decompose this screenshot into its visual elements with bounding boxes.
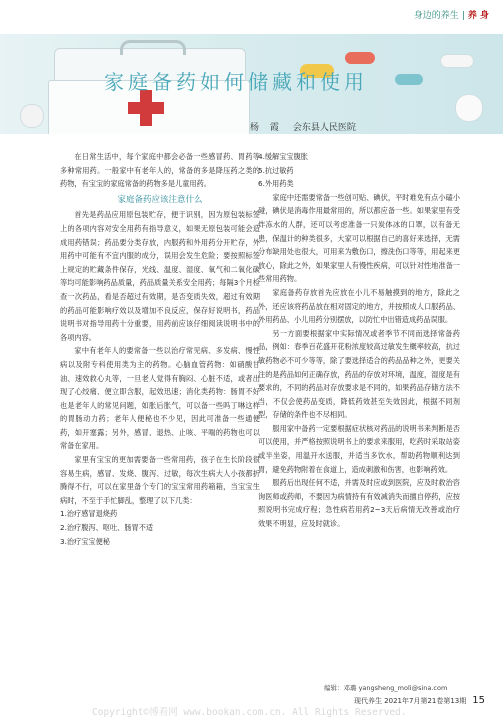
list-item: 4.缓解宝宝腹胀	[258, 152, 308, 161]
paragraph: 家中有老年人的要常备一些以治疗常见病、多发病、慢性病以及附专科使用类为主的药物。心脑血管药物：如硝酸甘油、速效救心丸等，一旦老人觉得有胸闷、心脏不适，或者出现了心绞痛、便立即含服，起效迅速；消化类药物：肠胃不好也是老年人的常见问题，如胀后胀气，可以备一些吗丁啉这样的胃肠动力药；老年人便秘也不少见，因此可准备一些通便药，如开塞露；另外，感冒、退热、止咳、平喘的药物也可以常备在家用。	[60, 346, 260, 451]
journal-issue: 现代养生 2021年7月第21卷第13期	[353, 697, 467, 705]
pill-icon	[20, 104, 44, 128]
red-cross-icon	[128, 90, 164, 126]
paragraph: 家庭中还需要常备一些创可贴、碘伏，平时难免有点小磕小碰，碘伏是消毒作用最常用的，所以都应备一些。如果家里有受炸冻水的人群，还可以考虑准备一只炭体冰的口罩，以有备无患，保温计的种类很多，大家可以根据自己的喜好来选择，无需分布缺用处也很大，可用来为敷伤口，擦洗伤口等等，用起来更放心，除此之外，如果家里人有慢性疾病，可以针对性地准备一些常用药物。	[258, 192, 460, 284]
first-aid-box-handle	[120, 40, 186, 55]
paragraph: 服用家中备药一定要根据症状核对药品的说明书来判断是否可以使用，并严格按照说明书上的要求来服用，吃药时采取站姿或半坐姿，用温开水送服，并适当多饮水，帮助药物顺利达到胃，避免药物附着在食道上，造成刺激和伤害，也影响药效。	[258, 423, 460, 474]
page-header	[0, 0, 503, 34]
page-number: 15	[472, 695, 485, 706]
paragraph: 首先是药品应用原包装贮存，便于识别，因为原包装标签上的各项内容对安全用药有指导意义，如果无原包装可能会造成用药错误；药品要分类存放，内服药和外用药分开贮存，外用药中可能有不宜内服的成分，误用会发生危险；要按照标签上规定的贮藏条件保存，光线、温度、湿度、氧气和二氧化碳等均可能影响药品质量，药品质量关系安全用药；每隔3个月检查一次药品，看是否超过有效期，是否变质失效，超过有效期的药品可能影响疗效以及增加不良反应，保存好说明书，药品说明书对指导用药十分重要，用药前应该仔细阅读说明书中的各项内容。	[60, 210, 260, 342]
list-item: 6.外用药类	[258, 179, 294, 189]
pill-icon	[455, 94, 483, 122]
article-column-left	[60, 150, 260, 548]
paragraph: 家庭备药存放首先应放在小儿不易触摸到的地方，除此之外，还应该将药品放在相对固定的地方，并按照成人口服药品、外用药品、小儿用药分别摆放，以防忙中出错造成药品误服。	[258, 287, 460, 325]
author-name: 杨 霞	[250, 123, 283, 133]
pill-icon	[395, 74, 423, 85]
column-label: 身边的养生	[413, 11, 459, 21]
list-item: 1.治疗感冒退烧药	[60, 509, 118, 519]
section-heading: 家庭备药应该注意什么	[117, 194, 203, 205]
article-column-right	[258, 150, 460, 531]
paragraph: 另一方面要根据家中实际情况或者季节不同而选择常备药品，例如：春季百花盛开花粉浓度较高过敏发生概率较高，抗过敏药物必不可少等等，除了要选择适合的药品品种之外，更要关注的是药品如何正确存放，药品的存放对环境，温度，湿度是有要求的，不同的药品对存放要求是不同的，如果药品存储方法不当，不仅会使药品变质，降低药效甚至失效因此，根据不同剂型，存储的条件也不尽相同。	[258, 328, 460, 420]
byline	[250, 120, 356, 133]
list-item: 2.治疗腹泻、呕吐、肠胃不适	[60, 523, 154, 533]
list-item: 5.抗过敏药	[258, 165, 294, 175]
paragraph: 在日常生活中，每个家庭中都会必备一些感冒药、胃药等多种常用药。一般家中有老年人的，常备的多是降压药之类的药物，有宝宝的家庭常备的药物多是儿童用药。	[60, 152, 260, 189]
paragraph: 服药后出现任何不适，并需及时应或到医院，应及时救治咨询医师或药师，不要因为病情持有有效减消失而擅自停药，应按照说明书完成疗程；急性病若用药2~3天后病情无改善或治疗效果不明显，应及时就诊。	[258, 478, 460, 529]
column-tag: 身边的养生 | 养 身	[413, 11, 489, 21]
paragraph: 家里有宝宝的更加需要备一些常用药，孩子在生长阶段很容易生病，感冒、发烧、腹泻、过敏，每次生病大人小孩都折腾得不行，可以在家里备个专门的宝宝常用药箱箱，当宝宝生病时，不至于手忙脚乱，整理了以下几类：	[60, 455, 260, 505]
pill-icon	[345, 52, 375, 64]
list-item: 3.治疗宝宝便秘	[60, 536, 110, 546]
article-title: 家庭备药如何储藏和使用	[104, 70, 368, 94]
author-institution: 会东县人民医院	[292, 123, 356, 133]
editor-email: 编辑：邓璐 yangsheng_moli@sina.com	[324, 684, 448, 692]
copyright-watermark: Copyright©博看网 www.bookan.com.cn. All Rights Reserved.	[92, 707, 407, 718]
column-name: 养 身	[467, 11, 489, 21]
pill-icon	[440, 54, 474, 68]
